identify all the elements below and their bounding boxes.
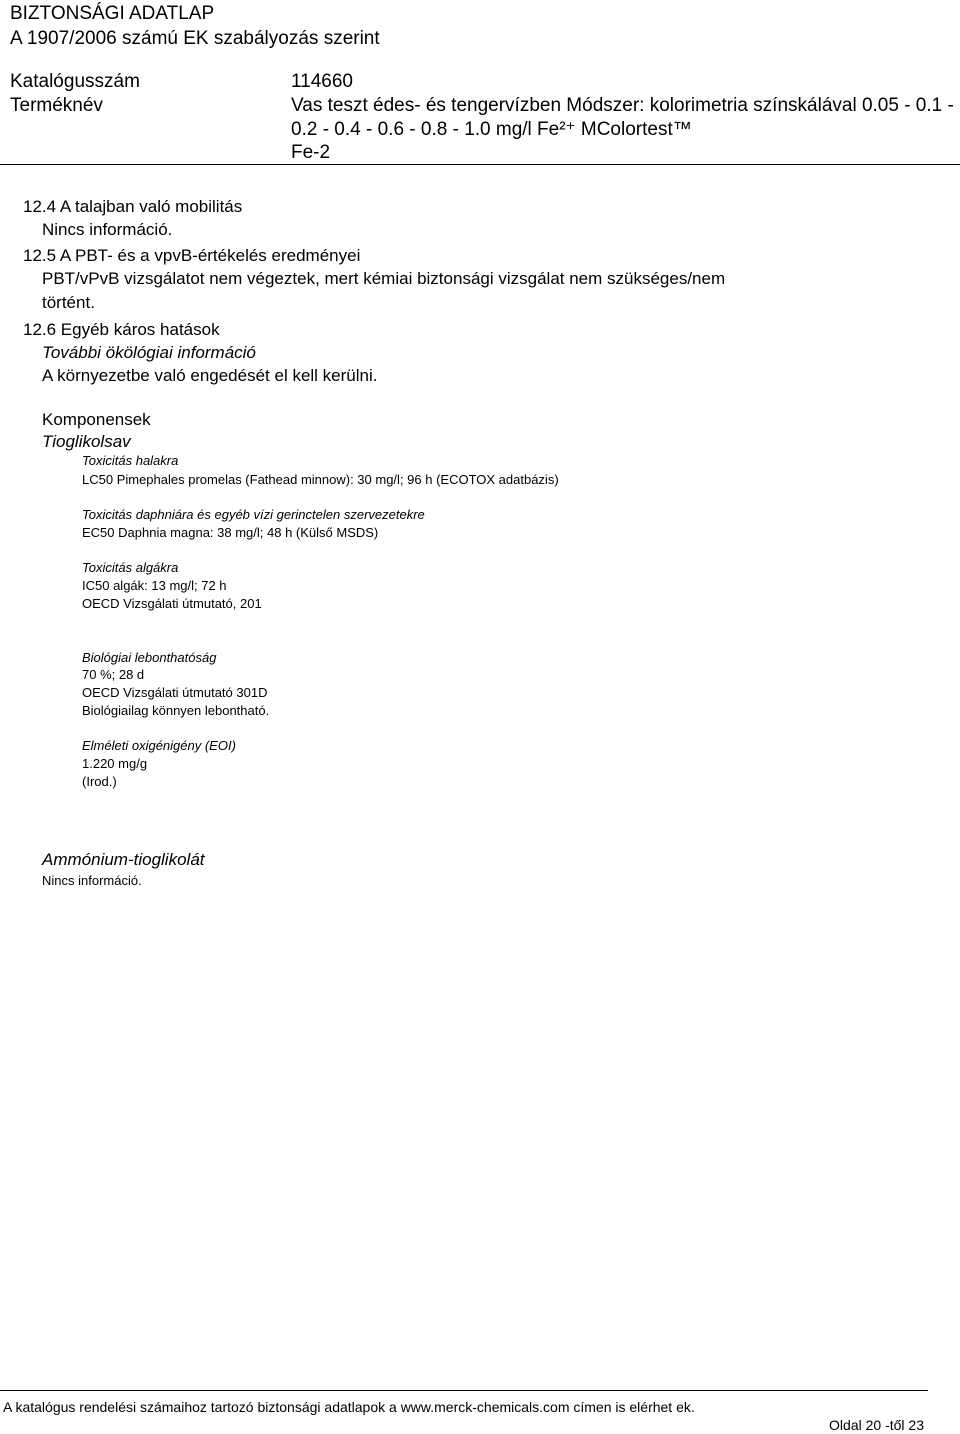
biodegradability-text-3: Biológiailag könnyen lebontható. [82,703,270,718]
section-12-5-text-line-2: történt. [42,293,95,312]
product-name-line-1: Vas teszt édes- és tengervízben Módszer: kolorimetria színskálával 0.05 - 0.1 - [291,95,954,116]
page-number: Oldal 20 -től 23 [829,1417,924,1433]
product-name-label: Terméknév [10,95,103,116]
component-1-name: Tioglikolsav [42,432,131,451]
section-12-6-subtitle: További ökölógiai információ [42,343,256,362]
footer-note: A katalógus rendelési számaihoz tartozó biztonsági adatlapok a www.merck-chemicals.com címen is elérhet ek. [3,1399,695,1415]
header-divider [0,164,960,165]
component-2-text: Nincs információ. [42,873,142,888]
biodegradability-label: Biológiai lebonthatóság [82,650,217,665]
regulation-text: A 1907/2006 számú EK szabályozás szerint [10,28,380,49]
section-12-5-title: 12.5 A PBT- és a vpvB-értékelés eredményei [23,246,361,265]
document-title: BIZTONSÁGI ADATLAP [10,3,215,24]
footer-divider [0,1390,928,1391]
section-12-6-title: 12.6 Egyéb káros hatások [23,320,220,339]
algae-toxicity-label: Toxicitás algákra [82,560,179,575]
biodegradability-text-1: 70 %; 28 d [82,667,145,682]
catalog-number-value: 114660 [291,71,353,92]
components-heading: Komponensek [42,410,151,429]
component-2-name: Ammónium-tioglikolát [42,850,205,869]
theoretical-oxygen-demand-text-2: (Irod.) [82,774,117,789]
theoretical-oxygen-demand-label: Elméleti oxigénigény (EOI) [82,738,236,753]
fish-toxicity-text: LC50 Pimephales promelas (Fathead minnow): 30 mg/l; 96 h (ECOTOX adatbázis) [82,472,559,487]
product-name-line-3: Fe-2 [291,142,331,163]
algae-toxicity-text-1: IC50 algák: 13 mg/l; 72 h [82,578,227,593]
theoretical-oxygen-demand-text-1: 1.220 mg/g [82,756,148,771]
section-12-4-title: 12.4 A talajban való mobilitás [23,197,243,216]
product-name-line-2: 0.2 - 0.4 - 0.6 - 0.8 - 1.0 mg/l Fe²⁺ MColortest™ [291,119,692,140]
catalog-number-label: Katalógusszám [10,71,140,92]
biodegradability-text-2: OECD Vizsgálati útmutató 301D [82,685,268,700]
section-12-4-text: Nincs információ. [42,220,173,239]
daphnia-toxicity-text: EC50 Daphnia magna: 38 mg/l; 48 h (Külső MSDS) [82,525,379,540]
section-12-5-text-line-1: PBT/vPvB vizsgálatot nem végeztek, mert kémiai biztonsági vizsgálat nem szükséges/nem [42,269,726,288]
algae-toxicity-text-2: OECD Vizsgálati útmutató, 201 [82,596,262,611]
section-12-6-text: A környezetbe való engedését el kell kerülni. [42,366,378,385]
fish-toxicity-label: Toxicitás halakra [82,453,179,468]
daphnia-toxicity-label: Toxicitás daphniára és egyéb vízi gerinctelen szervezetekre [82,507,425,522]
